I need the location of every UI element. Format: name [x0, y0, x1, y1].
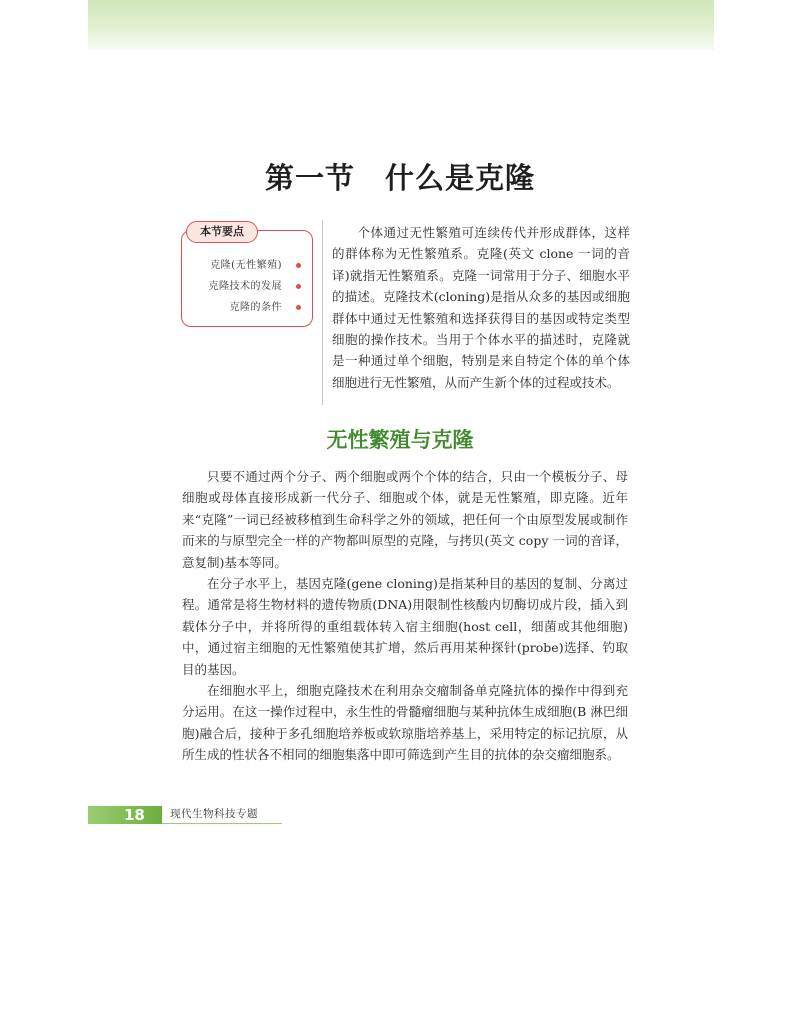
body-paragraph: 在分子水平上，基因克隆(gene cloning)是指某种目的基因的复制、分离过程。通常是将生物材料的遗传物质(DNA)用限制性核酸内切酶切成片段，插入到载体分子中，并将所得的重组载体转入宿主细胞(host cell，细菌或其他细胞)中，通过宿主细胞的无性繁殖使其扩增，然后再用某种探针(probe)选择、钓取目的基因。 — [182, 576, 628, 677]
bullet-dot-icon — [296, 284, 301, 289]
intro-text: 个体通过无性繁殖可连续传代并形成群体，这样的群体称为无性繁殖系。克隆(英文 clone 一词的音译)就指无性繁殖系。克隆一词常用于分子、细胞水平的描述。克隆技术(cloning)是指从众多的基因或细胞群体中通过无性繁殖和选择获得目的基因或特定类型细胞的操作技术。当用于个体水平的描述时，克隆就是一种通过单个细胞，特别是来自特定个体的单个体细胞进行无性繁殖，从而产生新个体的过程或技术。 — [332, 225, 630, 390]
key-point-item: 克隆的条件 — [229, 302, 282, 313]
body-text — [182, 466, 628, 766]
page-number: 18 — [124, 806, 145, 824]
column-divider — [322, 220, 323, 405]
header-band — [88, 0, 714, 50]
section-heading: 无性繁殖与克隆 — [326, 428, 474, 452]
body-paragraph: 只要不通过两个分子、两个细胞或两个个体的结合，只由一个模板分子、母细胞或母体直接形成新一代分子、细胞或个体，就是无性繁殖，即克隆。近年来“克隆”一词已经被移植到生命科学之外的领域，把任何一个由原型发展或制作而来的与原型完全一样的产物都叫原型的克隆，与拷贝(英文 copy 一词的音译，意复制)基本等同。 — [182, 469, 628, 570]
footer-rule — [162, 823, 282, 824]
body-paragraph: 在细胞水平上，细胞克隆技术在利用杂交瘤制备单克隆抗体的操作中得到充分运用。在这一操作过程中，永生性的骨髓瘤细胞与某种抗体生成细胞(B 淋巴细胞)融合后，接种于多孔细胞培养板或软琼脂培养基上，采用特定的标记抗原，从所生成的性状各不相同的细胞集落中即可筛选到产生目的抗体的杂交瘤细胞系。 — [182, 683, 628, 763]
bullet-dot-icon — [296, 305, 301, 310]
intro-paragraph — [332, 222, 630, 393]
footer-book-title: 现代生物科技专题 — [170, 808, 258, 820]
key-point-item: 克隆(无性繁殖) — [210, 260, 282, 271]
key-point-item: 克隆技术的发展 — [208, 281, 282, 292]
key-points-label: 本节要点 — [186, 221, 258, 243]
bullet-dot-icon — [296, 263, 301, 268]
chapter-title: 第一节 什么是克隆 — [264, 161, 535, 195]
